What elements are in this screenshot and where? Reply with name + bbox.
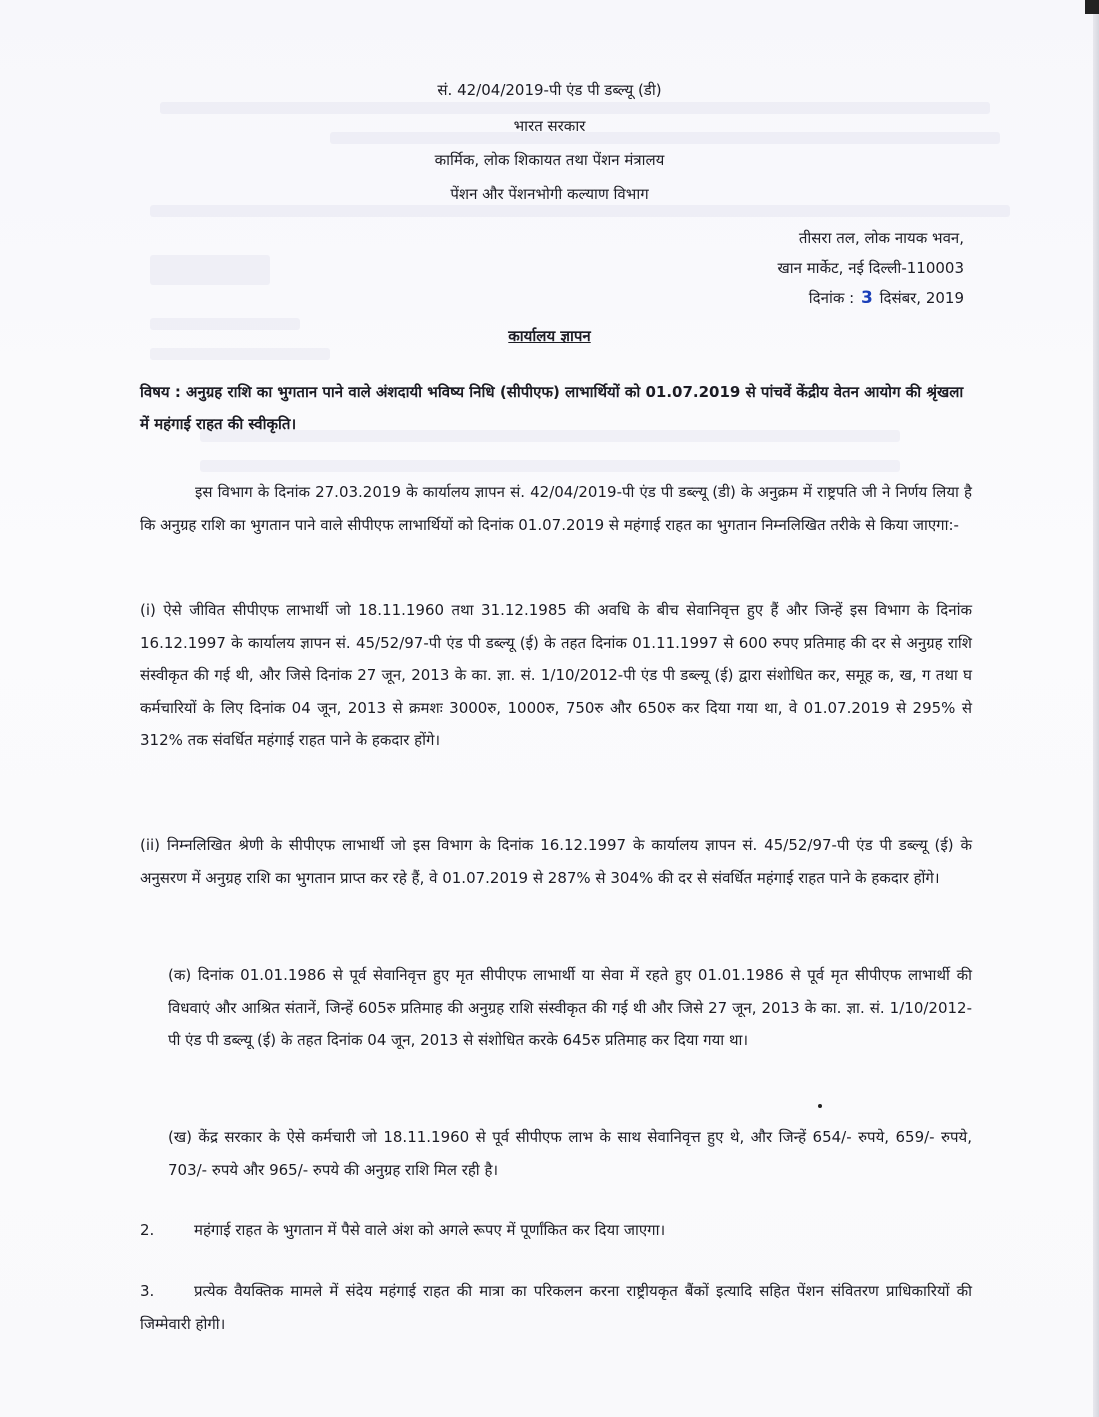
ministry-name: कार्मिक, लोक शिकायत तथा पेंशन मंत्रालय <box>434 151 665 169</box>
date-day-handwritten: 3 <box>860 288 873 308</box>
file-number: सं. 42/04/2019-पी एंड पी डब्ल्यू (डी) <box>437 81 662 99</box>
address-line-1: तीसरा तल, लोक नायक भवन, <box>798 229 964 247</box>
bleed-through-mark <box>200 460 900 472</box>
paragraph-3-number: 3. <box>140 1282 155 1300</box>
bleed-through-mark <box>150 205 1010 217</box>
item-kha-paragraph: (ख) केंद्र सरकार के ऐसे कर्मचारी जो 18.11.1960 से पूर्व सीपीएफ लाभ के साथ सेवानिवृत्त हुए थे, और जिन्हें 654/- रुपये, 659/- रुपये, 703/- रुपये और 965/- रुपये की अनुग्रह राशि मिल रही है। <box>168 1128 972 1179</box>
issue-date <box>809 288 964 308</box>
paragraph-2-text: महंगाई राहत के भुगतान में पैसे वाले अंश को अगले रूपए में पूर्णांकित कर दिया जाएगा। <box>194 1221 666 1239</box>
bleed-through-signature <box>150 255 270 285</box>
paragraph-2-number: 2. <box>140 1221 155 1239</box>
ink-speck <box>818 1104 822 1108</box>
item-i-paragraph: (i) ऐसे जीवित सीपीएफ लाभार्थी जो 18.11.1960 तथा 31.12.1985 की अवधि के बीच सेवानिवृत्त हुए हैं और जिन्हें इस विभाग के दिनांक 16.12.1997 के कार्यालय ज्ञापन सं. 45/52/97-पी एंड पी डब्ल्यू (ई) के तहत दिनांक 01.11.1997 से 600 रुपए प्रतिमाह की दर से अनुग्रह राशि संस्वीकृत की गई थी, और जिसे दिनांक 27 जून, 2013 के का. ज्ञा. सं. 1/10/2012-पी एंड पी डब्ल्यू (ई) द्वारा संशोधित कर, समूह क, ख, ग तथा घ कर्मचारियों के लिए दिनांक 04 जून, 2013 से क्रमशः 3000रु, 1000रु, 750रु और 650रु कर दिया गया था, वे 01.07.2019 से 295% से 312% तक संवर्धित महंगाई राहत पाने के हकदार होंगे। <box>140 601 972 749</box>
memo-title-text: कार्यालय ज्ञापन <box>508 327 591 345</box>
bleed-through-mark <box>160 102 990 114</box>
government-name: भारत सरकार <box>513 117 586 135</box>
paragraph-3 <box>140 1275 972 1340</box>
scan-corner-mark <box>1085 0 1099 14</box>
intro-paragraph: इस विभाग के दिनांक 27.03.2019 के कार्यालय ज्ञापन सं. 42/04/2019-पी एंड पी डब्ल्यू (डी) के अनुक्रम में राष्ट्रपति जी ने निर्णय लिया है कि अनुग्रह राशि का भुगतान पाने वाले सीपीएफ लाभार्थियों को दिनांक 01.07.2019 से महंगाई राहत का भुगतान निम्नलिखित तरीके से किया जाएगा:- <box>140 483 972 534</box>
department-name: पेंशन और पेंशनभोगी कल्याण विभाग <box>450 185 649 203</box>
paragraph-2 <box>140 1214 665 1246</box>
bleed-through-mark <box>150 348 330 360</box>
date-prefix: दिनांक : <box>808 289 855 307</box>
memo-title <box>0 326 1099 346</box>
date-month-year: दिसंबर, 2019 <box>879 289 964 307</box>
address-line-2: खान मार्केट, नई दिल्ली-110003 <box>777 259 964 277</box>
item-ka-paragraph: (क) दिनांक 01.01.1986 से पूर्व सेवानिवृत्त हुए मृत सीपीएफ लाभार्थी या सेवा में रहते हुए 01.01.1986 से पूर्व मृत सीपीएफ लाभार्थी की विधवाएं और आश्रित संतानें, जिन्हें 605रु प्रतिमाह की अनुग्रह राशि संस्वीकृत की गई थी और जिसे 27 जून, 2013 के का. ज्ञा. सं. 1/10/2012-पी एंड पी डब्ल्यू (ई) के तहत दिनांक 04 जून, 2013 से संशोधित करके 645रु प्रतिमाह कर दिया गया था। <box>168 966 972 1049</box>
paragraph-3-text: प्रत्येक वैयक्तिक मामले में संदेय महंगाई राहत की मात्रा का परिकलन करना राष्ट्रीयकृत बैंकों इत्यादि सहित पेंशन संवितरण प्राधिकारियों की जिम्मेवारी होगी। <box>140 1282 972 1333</box>
subject-line: विषय : अनुग्रह राशि का भुगतान पाने वाले अंशदायी भविष्य निधि (सीपीएफ) लाभार्थियों को 01.07.2019 से पांचवें केंद्रीय वेतन आयोग की श्रृंखला में महंगाई राहत की स्वीकृति। <box>140 383 964 433</box>
item-ii-paragraph: (ii) निम्नलिखित श्रेणी के सीपीएफ लाभार्थी जो इस विभाग के दिनांक 16.12.1997 के कार्यालय ज्ञापन सं. 45/52/97-पी एंड पी डब्ल्यू (ई) के अनुसरण में अनुग्रह राशि का भुगतान प्राप्त कर रहे हैं, वे 01.07.2019 से 287% से 304% की दर से संवर्धित महंगाई राहत पाने के हकदार होंगे। <box>140 836 972 887</box>
page-edge-shadow <box>1093 0 1099 1417</box>
